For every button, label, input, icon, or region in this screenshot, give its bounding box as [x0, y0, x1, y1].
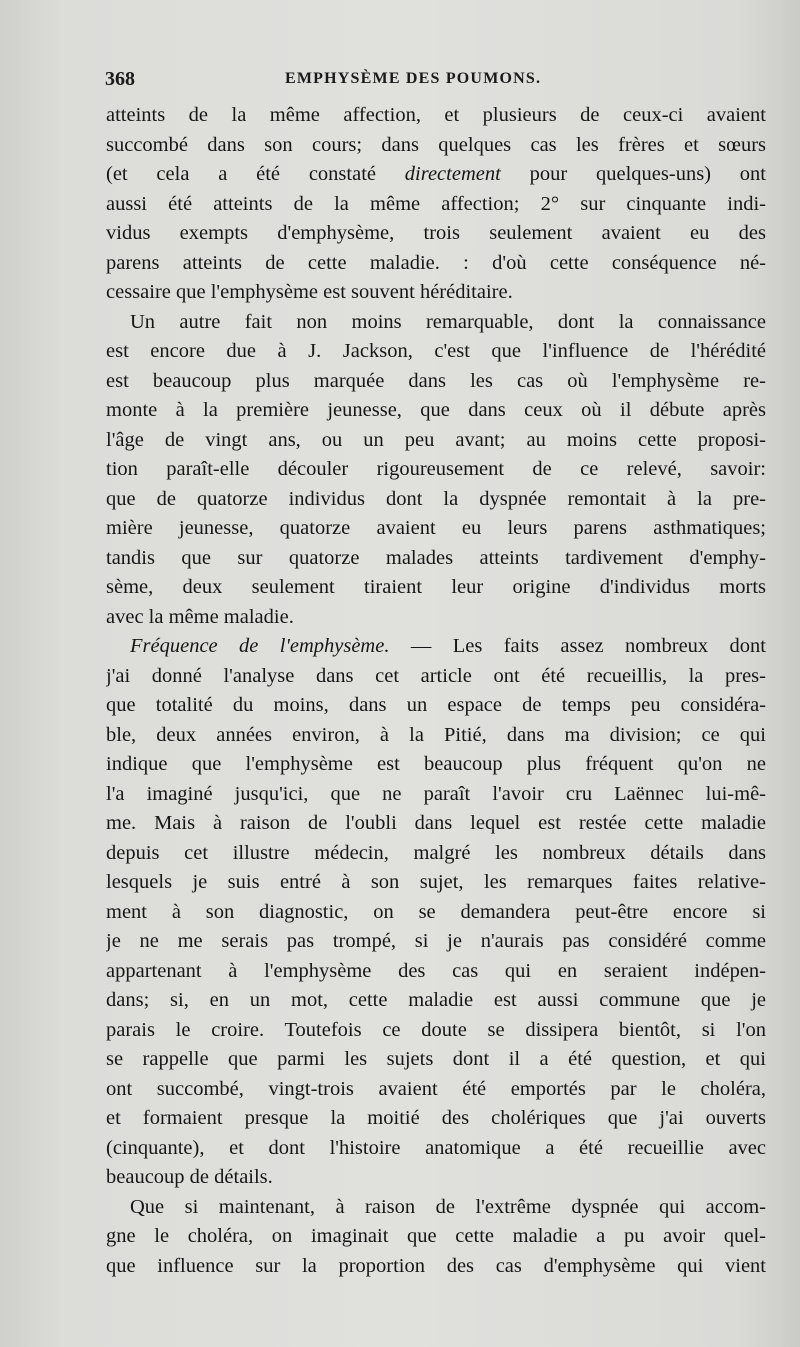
text-line: tandis que sur quatorze malades atteints tardivement d'emphy- — [106, 546, 766, 569]
section-heading: Fréquence de l'emphysème. — [130, 635, 390, 657]
text-line: atteints de la même affection, et plusieurs de ceux-ci avaient — [106, 104, 766, 126]
text-fragment: (et cela a été constaté directement pour quelques-uns) ont — [106, 163, 766, 185]
text-line: que influence sur la proportion des cas d'emphysème qui vient — [106, 1254, 766, 1277]
text-line: gne le choléra, on imaginait que cette maladie a pu avoir quel- — [106, 1225, 766, 1247]
text-line: l'âge de vingt ans, ou un peu avant; au moins cette proposi- — [106, 428, 766, 451]
text-line: Un autre fait non moins remarquable, dont la connaissance — [130, 310, 766, 333]
text-line: depuis cet illustre médecin, malgré les nombreux détails dans — [106, 841, 766, 864]
text-line: monte à la première jeunesse, que dans ceux où il débute après — [106, 399, 766, 421]
text-line: est encore due à J. Jackson, c'est que l'influence de l'hérédité — [106, 340, 766, 362]
text-line: aussi été atteints de la même affection; 2° sur cinquante indi- — [106, 192, 766, 215]
text-line: que totalité du moins, dans un espace de temps peu considéra- — [106, 694, 766, 716]
text-line: parais le croire. Toutefois ce doute se dissipera bientôt, si l'on — [106, 1018, 766, 1041]
page-number: 368 — [105, 68, 135, 90]
text-line: sème, deux seulement tiraient leur origine d'individus morts — [106, 576, 766, 598]
text-line: succombé dans son cours; dans quelques cas les frères et sœurs — [106, 133, 766, 156]
text-line: cessaire que l'emphysème est souvent héréditaire. — [106, 281, 513, 303]
text-line: parens atteints de cette maladie. : d'où cette conséquence né- — [106, 251, 766, 274]
text-line: indique que l'emphysème est beaucoup plus fréquent qu'on ne — [106, 753, 766, 775]
text-line: beaucoup de détails. — [106, 1166, 273, 1188]
text-line: ment à son diagnostic, on se demandera peut-être encore si — [106, 900, 766, 923]
text-line: (cinquante), et dont l'histoire anatomique a été recueillie avec — [106, 1136, 766, 1159]
text-line: ont succombé, vingt-trois avaient été emportés par le choléra, — [106, 1077, 766, 1100]
text-line: avec la même maladie. — [106, 605, 294, 628]
text-line — [106, 160, 766, 190]
body-text — [106, 101, 766, 1281]
text-line: me. Mais à raison de l'oubli dans lequel est restée cette maladie — [106, 812, 766, 834]
text-line: je ne me serais pas trompé, si je n'aurais pas considéré comme — [106, 930, 766, 952]
text-line: lesquels je suis entré à son sujet, les remarques faites relative- — [106, 871, 766, 893]
text-line: que de quatorze individus dont la dyspnée remontait à la pre- — [106, 487, 766, 510]
text-line: tion paraît-elle découler rigoureusement de ce relevé, savoir: — [106, 458, 766, 480]
text-line: l'a imaginé jusqu'ici, que ne paraît l'avoir cru Laënnec lui-mê- — [106, 782, 766, 805]
text-line: ble, deux années environ, à la Pitié, dans ma division; ce qui — [106, 723, 766, 746]
text-line: dans; si, en un mot, cette maladie est aussi commune que je — [106, 989, 766, 1011]
text-line: et formaient presque la moitié des cholériques que j'ai ouverts — [106, 1107, 766, 1129]
text-line: vidus exempts d'emphysème, trois seulement avaient eu des — [106, 222, 766, 244]
text-fragment: — Les faits assez nombreux dont — [389, 635, 766, 657]
text-line: est beaucoup plus marquée dans les cas où l'emphysème re- — [106, 369, 766, 392]
text-line — [106, 632, 766, 662]
text-line: mière jeunesse, quatorze avaient eu leurs parens asthmatiques; — [106, 517, 766, 539]
running-head — [105, 62, 765, 96]
running-title: EMPHYSÈME DES POUMONS. — [285, 70, 542, 87]
text-line: j'ai donné l'analyse dans cet article ont été recueillis, la pres- — [106, 664, 766, 687]
text-line: Que si maintenant, à raison de l'extrême dyspnée qui accom- — [130, 1195, 766, 1218]
text-line: se rappelle que parmi les sujets dont il a été question, et qui — [106, 1048, 766, 1070]
text-line: appartenant à l'emphysème des cas qui en seraient indépen- — [106, 959, 766, 982]
emphasized-word: directement — [404, 163, 501, 185]
